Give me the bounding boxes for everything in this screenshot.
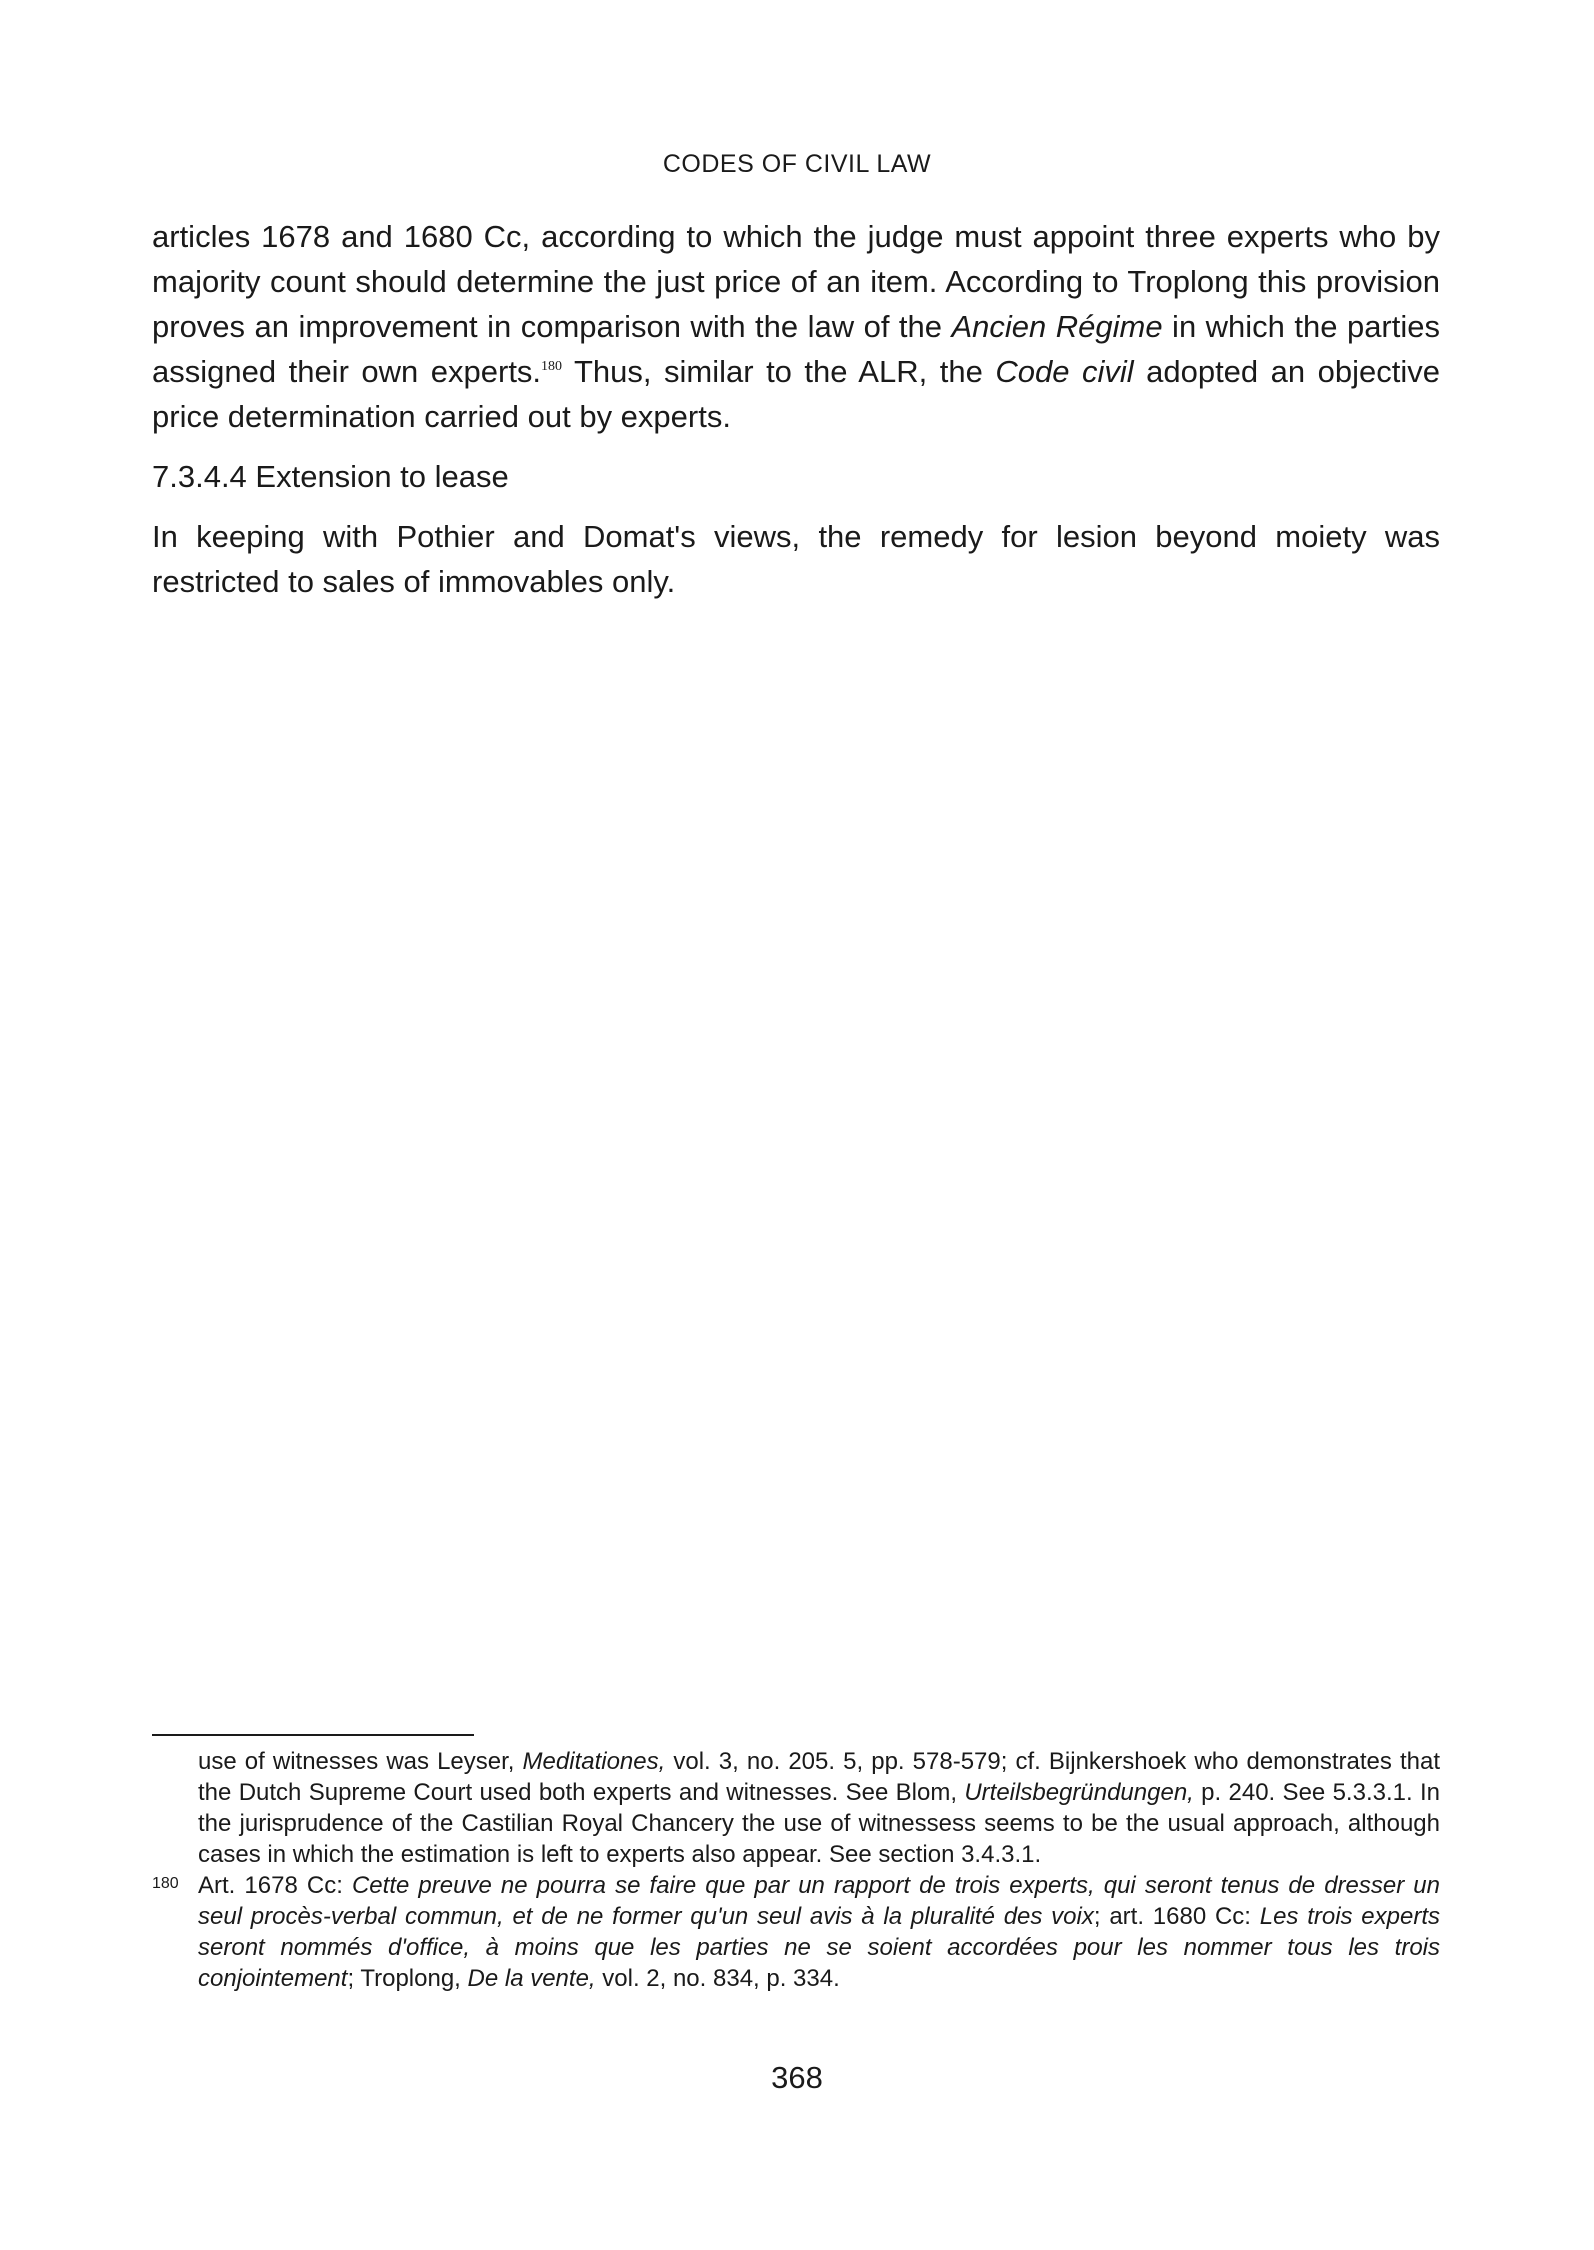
page-number: 368 (771, 2060, 823, 2095)
footnote-text: ; art. 1680 Cc: (1093, 1903, 1260, 1930)
paragraph-1-italic-ancien-regime: Ancien Régime (951, 309, 1163, 344)
paragraph-1 (152, 214, 1440, 439)
footnote-text: use of witnesses was Leyser, (198, 1748, 523, 1775)
footnote-text: vol. 2, no. 834, p. 334. (595, 1965, 840, 1992)
footnote-text: vol. 3, no. 205. 5, pp. 578-579; cf. Bijnkershoek who demonstrates that the Dutch Supreme Court used both experts and witnesses. See Blom, (198, 1748, 1441, 1806)
footnote-italic: De la vente, (467, 1965, 596, 1992)
footnote-italic: Urteilsbegründungen, (964, 1779, 1194, 1806)
body-text (152, 214, 1440, 604)
footnote-reference[interactable]: 180 (541, 359, 563, 374)
section-heading: 7.3.4.4 Extension to lease (152, 459, 509, 494)
footnote-continuation (152, 1746, 1440, 1870)
footnote-text: p. 240. See 5.3.3.1. In the jurisprudence of the Castilian Royal Chancery the use of witnessess seems to be the usual approach, although cases in which the estimation is left to experts also appear. See section 3.4.3.1. (198, 1779, 1440, 1868)
footnotes (152, 1734, 1440, 1994)
footnote-text: ; Troplong, (347, 1965, 468, 1992)
footnote-italic: Cette preuve ne pourra se faire que par un rapport de trois experts, qui seront tenus de dresser un seul procès-verbal commun, et de ne former qu'un seul avis à la pluralité des voix (198, 1872, 1440, 1930)
running-head: CODES OF CIVIL LAW (662, 150, 932, 178)
footnote-text: Art. 1678 Cc: (198, 1872, 352, 1899)
paragraph-1-text: adopted an objective price determination carried out by experts. (152, 354, 1441, 434)
paragraph-2: In keeping with Pothier and Domat's views, the remedy for lesion beyond moiety was restricted to sales of immovables only. (152, 519, 1440, 599)
paragraph-1-text: Thus, similar to the ALR, the (562, 354, 996, 389)
footnote-rule (152, 1734, 474, 1736)
footnote-number: 180 (152, 1875, 179, 1892)
footnote-180 (152, 1870, 1440, 1994)
paragraph-1-text: in which the parties assigned their own experts. (152, 309, 1440, 389)
paragraph-1-italic-code-civil: Code civil (995, 354, 1134, 389)
paragraph-1-text: articles 1678 and 1680 Cc, according to which the judge must appoint three experts who by majority count should determine the just price of an item. According to Troplong this provision proves an improvement in comparison with the law of the (152, 219, 1440, 344)
footnote-italic: Les trois experts seront nommés d'office, à moins que les parties ne se soient accordées pour les nommer tous les trois conjointement (198, 1903, 1441, 1992)
footnote-italic: Meditationes, (522, 1748, 666, 1775)
